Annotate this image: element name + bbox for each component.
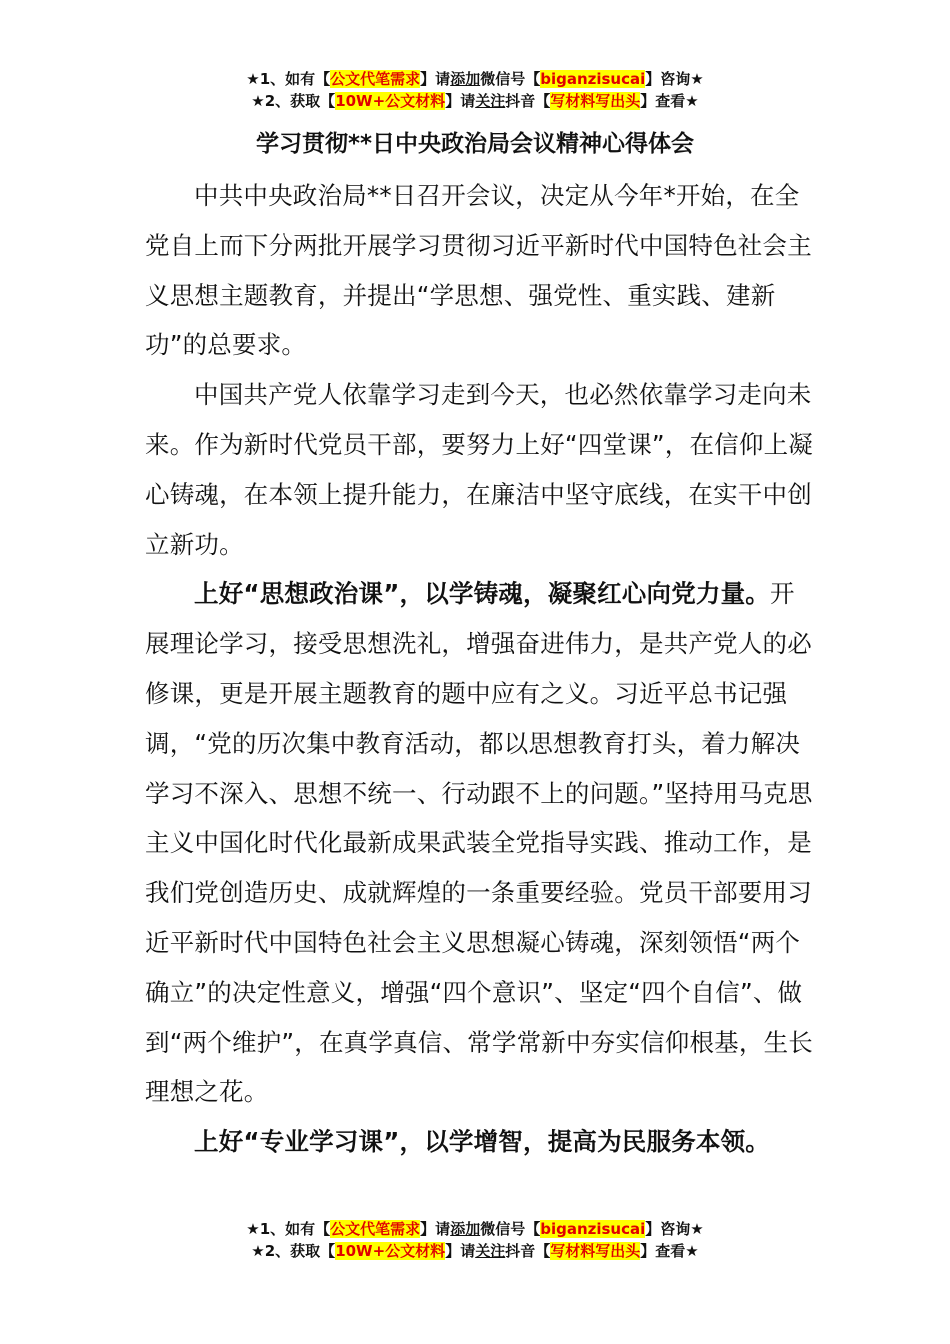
section-heading: 上好“专业学习课”，以学增智，提高为民服务本领。 [194,1127,771,1157]
document-title: 学习贯彻**日中央政治局会议精神心得体会 [255,131,695,157]
paragraph: 上好“思想政治课”，以学铸魂，凝聚红心向党力量。开展理论学习，接受思想洗礼，增强奋进伟力，是共产党人的必修课，更是开展主题教育的题中应有之义。习近平总书记强调，“党的历次集中教育活动，都以思想教育打头，着力解决学习不深入、思想不统一、行动跟不上的问题。”坚持用马克思主义中国化时代化最新成果武装全党指导实践、推动工作，是我们党创造历史、成就辉煌的一条重要经验。党员干部要用习近平新时代中国特色社会主义思想凝心铸魂，深刻领悟“两个确立”的决定性意义，增强“四个意识”、坚定“四个自信”、做到“两个维护”，在真学真信、常学常新中夯实信仰根基，生长理想之花。 [145,579,813,1107]
paragraph: 中国共产党人依靠学习走到今天，也必然依靠学习走向未来。作为新时代党员干部，要努力上好“四堂课”，在信仰上凝心铸魂，在本领上提升能力，在廉洁中坚守底线，在实干中创立新功。 [145,380,813,559]
document-body [145,171,813,1167]
promo-highlight: 10W+公文材料 [335,92,446,110]
promo-line-2: ★2、获取【10W+公文材料】请关注抖音【写材料写出头】查看★ [251,92,699,110]
promo-highlight: 10W+公文材料 [335,1242,446,1260]
promo-line-1: ★1、如有【公文代笔需求】请添加微信号【biganzisucai】咨询★ [246,1220,704,1238]
promo-wechat-id: biganzisucai [540,1220,646,1238]
promo-banner-bottom [0,1218,950,1262]
promo-highlight: 公文代笔需求 [330,70,421,88]
section-heading: 上好“思想政治课”，以学铸魂，凝聚红心向党力量。 [194,579,771,609]
promo-banner-top [0,68,950,112]
promo-highlight: 公文代笔需求 [330,1220,421,1238]
promo-wechat-id: biganzisucai [540,70,646,88]
promo-line-2: ★2、获取【10W+公文材料】请关注抖音【写材料写出头】查看★ [251,1242,699,1260]
paragraph: 中共中央政治局**日召开会议，决定从今年*开始，在全党自上而下分两批开展学习贯彻习近平新时代中国特色社会主义思想主题教育，并提出“学思想、强党性、重实践、建新功”的总要求。 [145,181,812,360]
promo-douyin-id: 写材料写出头 [550,1242,641,1260]
paragraph [145,1117,813,1167]
promo-line-1: ★1、如有【公文代笔需求】请添加微信号【biganzisucai】咨询★ [246,70,704,88]
promo-douyin-id: 写材料写出头 [550,92,641,110]
